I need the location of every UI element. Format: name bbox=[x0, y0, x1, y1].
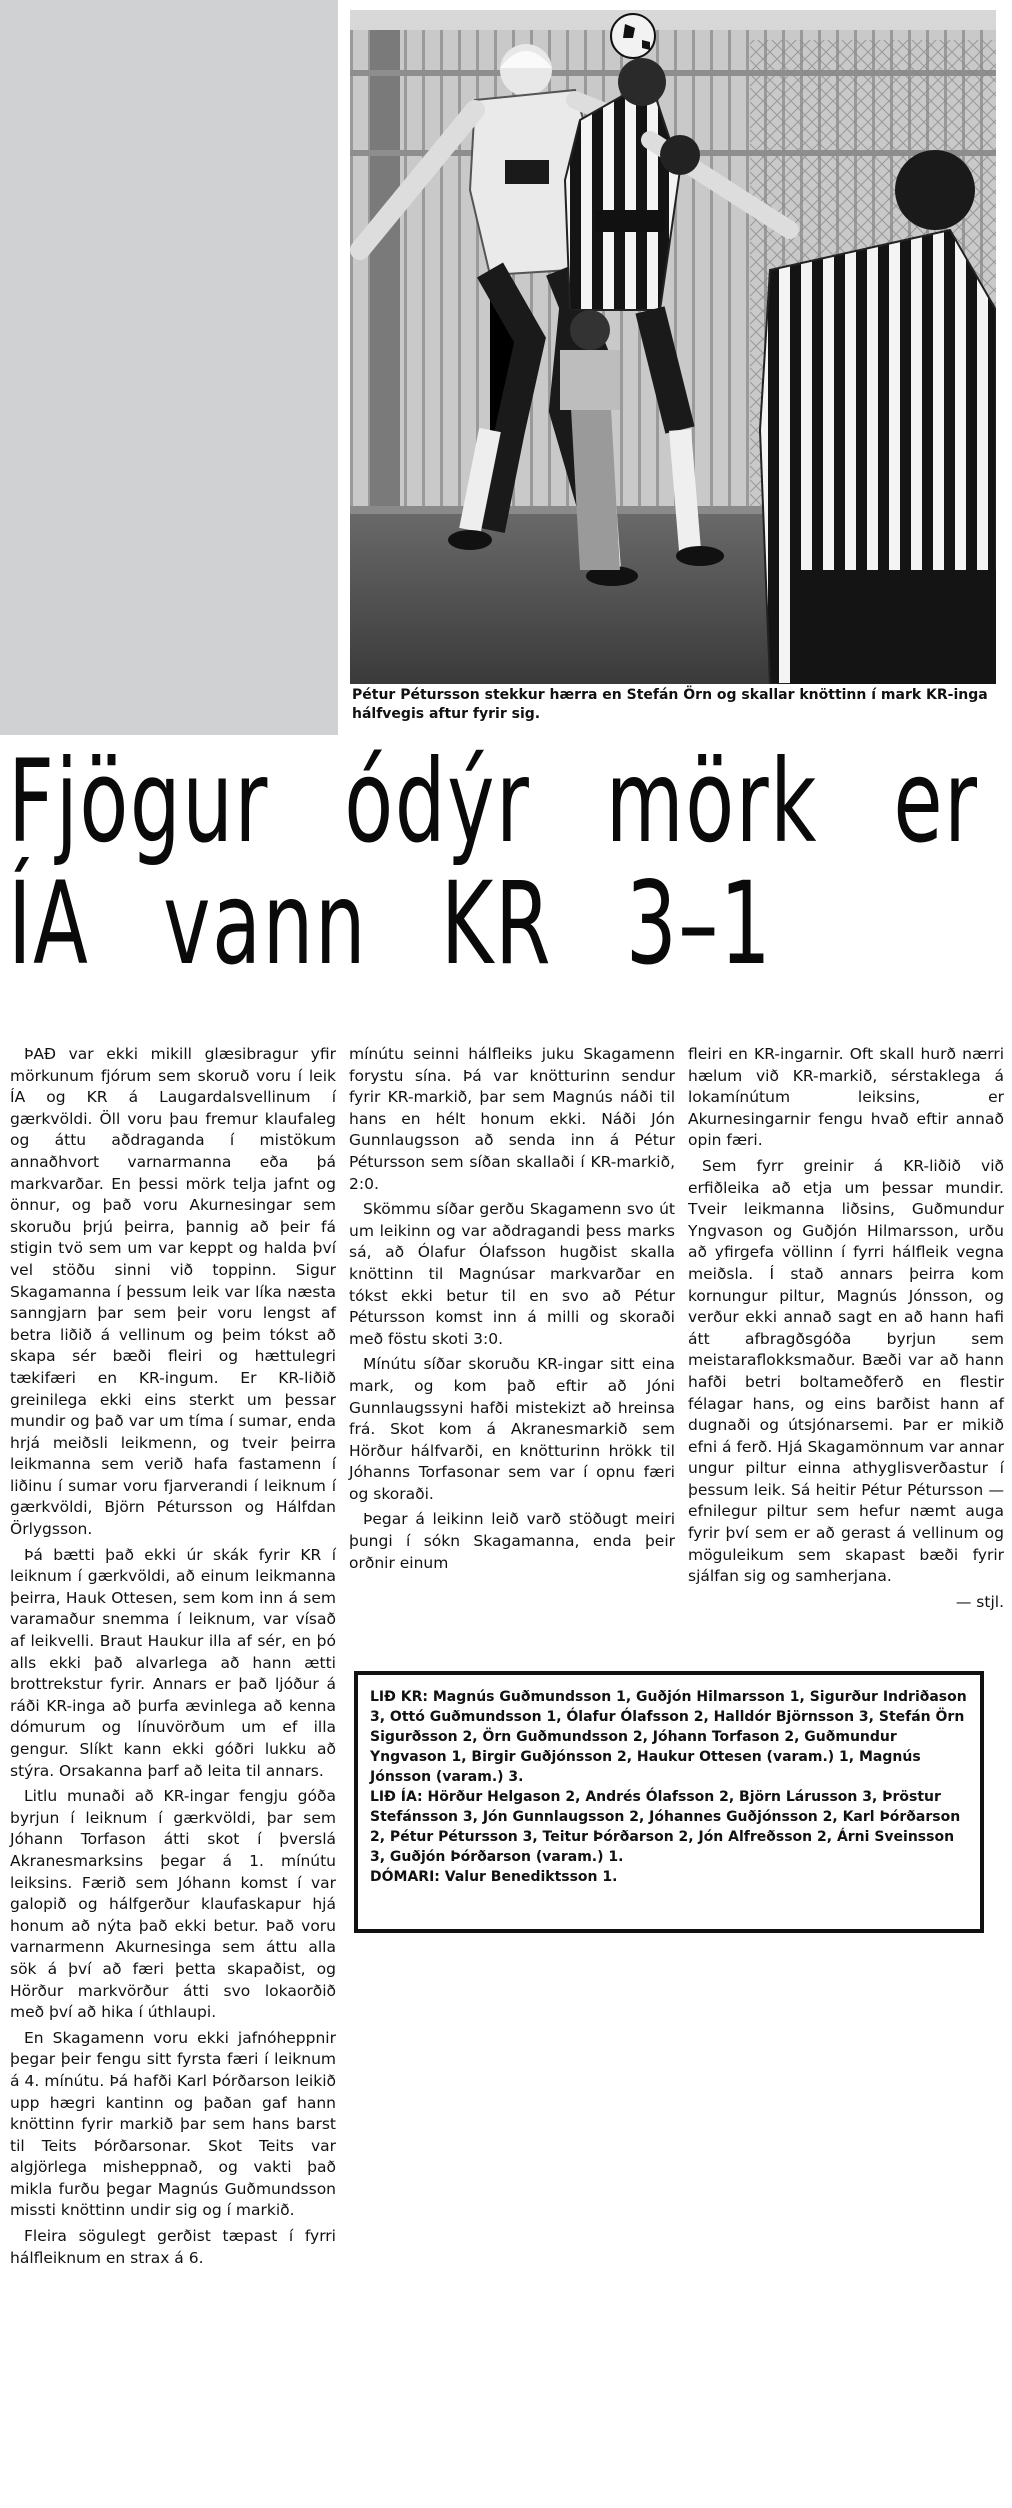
article-headline bbox=[8, 735, 1004, 1012]
author-signature: — stjl. bbox=[955, 1592, 1004, 1611]
paragraph: ÞAÐ var ekki mikill glæsibragur yfir mörkunum fjórum sem skoruð voru í leik ÍA og KR á Laugardalsvellinum í gærkvöldi. Öll voru þau fremur klaufaleg og áttu aðdraganda í mistökum annaðhvort varnarmanna eða þá markvarðar. En þessi mörk telja jafnt og önnur, og það voru Akurnesingar sem skoruðu þrjú þeirra, þannig að þeir fá stigin tvö sem um var keppt og halda því vel stöðu sinni við toppinn. Sigur Skagamanna í þessum leik var líka næsta sanngjarn þar sem þeir voru lengst af betra liðið á vellinum og þeim tókst að skapa sér bæði fleiri og hættulegri tækifæri en KR-ingum. Er KR-liðið greinilega ekki eins sterkt um þessar mundir og það var um tíma í sumar, enda hrjá meiðsli leikmenn, og tveir þeirra leikmanna sem verið hafa fastamenn í liðinu í sumar voru fjarverandi í leiknum í gærkvöldi, Björn Pétursson og Hálfdan Örlygsson. bbox=[10, 1045, 336, 1539]
paragraph: Sem fyrr greinir á KR-liðið við erfiðleika að etja um þessar mundir. Tveir leikmanna liðsins, Guðmundur Yngvason og Guðjón Hilmarsson, urðu að yfirgefa völlinn í fyrri hálfleik vegna meiðsla. Í stað annars þeirra kom kornungur piltur, Magnús Jónsson, og verður ekki annað sagt en að hann hafi átt afbragðsgóða byrjun sem meistaraflokksmaður. Bæði var að hann hafði betri boltameðferð en flestir félagar hans, og eins barðist hann af dugnaði og útsjónarsemi. Þar er mikið efni á ferð. Hjá Skagamönnum var annar ungur piltur einna athyglisverðastur í þessum leik. Sá heitir Pétur Pétursson — efnilegur piltur sem hefur næmt auga fyrir því sem er að gerast á vellinum og möguleikum sem skapast bæði fyrir sjálfan sig og samherjana. bbox=[688, 1156, 1005, 1586]
headline-line-2: ÍA vann KR 3–1 bbox=[8, 857, 773, 990]
referee: DÓMARI: Valur Benediktsson 1. bbox=[370, 1869, 618, 1885]
paragraph: Litlu munaði að KR-ingar fengju góða byrjun í leiknum í gærkvöldi, þar sem Jóhann Torfason átti skot í þverslá Akranesmarksins þegar á 1. mínútu leiksins. Færið sem Jóhann komst í var galopið og hálfgerður klaufaskapur hjá honum að nýta það ekki betur. Það voru varnarmenn Akurnesinga sem áttu alla sök á því að færi þetta skapaðist, og Hörður markvörður átti svo lokaorðið með því að hika í úthlaupi. bbox=[10, 1787, 336, 2022]
lineup-kr: LIÐ KR: Magnús Guðmundsson 1, Guðjón Hilmarsson 1, Sigurður Indriðason 3, Ottó Guðmundsson 1, Ólafur Ólafsson 2, Halldór Björnsson 3, Stefán Örn Sigurðsson 2, Örn Guðmundsson 2, Jóhann Torfason 2, Guðmundur Yngvason 1, Birgir Guðjónsson 2, Haukur Ottesen (varam.) 1, Magnús Jónsson (varam.) 3. bbox=[370, 1689, 967, 1785]
paragraph: Skömmu síðar gerðu Skagamenn svo út um leikinn og var aðdragandi þess marks sá, að Ólafur Ólafsson hugðist skalla knöttinn til Magnúsar markvarðar en tókst ekki betur til en svo að Pétur Pétursson komst inn á milli og skoraði með föstu skoti 3:0. bbox=[349, 1200, 675, 1348]
article-column-1 bbox=[10, 1044, 336, 2269]
paragraph: Mínútu síðar skoruðu KR-ingar sitt eina mark, og kom það eftir að Jóni Gunnlaugssyni hafði mistekizt að hreinsa frá. Skot kom á Akranesmarkið sem Hörður hálfvarði, en knötturinn hrökk til Jóhanns Torfasonar sem var í opnu færi og skoraði. bbox=[349, 1355, 675, 1503]
team-lineup-box bbox=[354, 1671, 984, 1933]
paragraph: Þá bætti það ekki úr skák fyrir KR í leiknum í gærkvöldi, að einum leikmanna þeirra, Hauk Ottesen, sem kom inn á sem varamaður snemma í leiknum, var vísað af leikvelli. Braut Haukur illa af sér, en þó alls ekki það alvarlega að hann ætti brottrekstur fyrir. Annars er það ljóður á ráði KR-inga að þurfa ævinlega að kenna dómurum og línuvörðum um ef illa gengur. Slíkt kann ekki góðri lukku að stýra. Orsakanna þarf að leita til annars. bbox=[10, 1545, 336, 1780]
article-column-3 bbox=[688, 1044, 1004, 1613]
paragraph: mínútu seinni hálfleiks juku Skagamenn forystu sína. Þá var knötturinn sendur fyrir KR-markið, þar sem Magnús náði til hans en hélt honum ekki. Náði Jón Gunnlaugsson að senda inn á Pétur Pétursson sem síðan skallaði í KR-markið, 2:0. bbox=[349, 1045, 675, 1193]
lineup-ia: LIÐ ÍA: Hörður Helgason 2, Andrés Ólafsson 2, Björn Lárusson 3, Þröstur Stefánsson 3, Jón Gunnlaugsson 2, Jóhannes Guðjónsson 2, Karl Þórðarson 2, Pétur Pétursson 3, Teitur Þórðarson 2, Jón Alfreðsson 2, Árni Sveinsson 3, Guðjón Þórðarson (varam.) 1. bbox=[370, 1789, 961, 1865]
paragraph: En Skagamenn voru ekki jafnóheppnir þegar þeir fengu sitt fyrsta færi í leiknum á 4. mínútu. Þá hafði Karl Þórðarson leikið upp hægri kantinn og þaðan gaf hann knöttinn fyrir markið þar sem hans barst til Teits Þórðarsonar. Skot Teits var algjörlega misheppnað, og vakti það mikla furðu þegar Magnús Guðmundsson missti knöttinn undir sig og í markið. bbox=[10, 2028, 336, 2220]
headline-line-1: Fjögur ódýr mörk er bbox=[8, 735, 979, 868]
photo-caption: Pétur Pétursson stekkur hærra en Stefán Örn og skallar knöttinn í mark KR-inga hálfvegis aftur fyrir sig. bbox=[352, 687, 988, 722]
paragraph: fleiri en KR-ingarnir. Oft skall hurð nærri hælum við KR-markið, sérstaklega á lokamínútum leiksins, er Akurnesingarnir fengu hvað eftir annað opin færi. bbox=[688, 1045, 1004, 1150]
football-players-photo-icon bbox=[350, 10, 996, 684]
paragraph: Fleira sögulegt gerðist tæpast í fyrri hálfleiknum en strax á 6. bbox=[10, 2227, 336, 2267]
paragraph: Þegar á leikinn leið varð stöðugt meiri þungi í sókn Skagamanna, enda þeir orðnir einum bbox=[349, 1510, 675, 1572]
match-photo bbox=[350, 10, 996, 684]
article-column-2 bbox=[349, 1044, 675, 1574]
scan-margin bbox=[0, 0, 338, 735]
